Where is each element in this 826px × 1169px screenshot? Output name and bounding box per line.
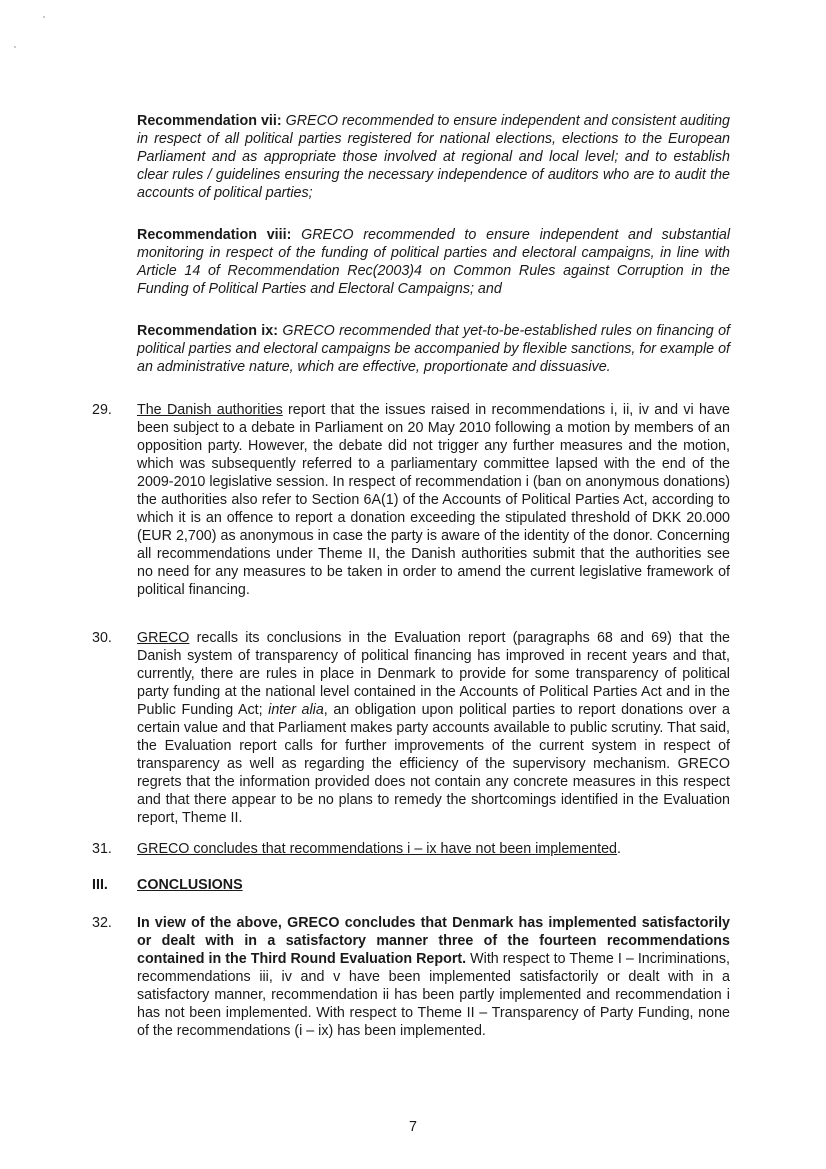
section-number: III. (92, 877, 108, 893)
paragraph-text (137, 401, 730, 599)
recommendation-label: Recommendation ix (137, 323, 274, 339)
paragraph-body: GRECO concludes that recommendations i – ix have not been implemented (137, 841, 617, 857)
recommendation-ix: Recommendation ix: GRECO recommended that yet-to-be-established rules on financing of political parties and electoral campaigns be accompanied by flexible sanctions, for example of an administrative nature, which are effective, proportionate and dissuasive. (137, 323, 730, 375)
paragraph-end: . (617, 841, 621, 857)
recommendation-text: GRECO recommended that yet-to-be-established rules on financing of political parties and electoral campaigns be accompanied by flexible sanctions, for example of an administrative nature, which are effective, proportionate and dissuasive. (137, 323, 730, 375)
paragraph-text (137, 840, 730, 858)
section-title: CONCLUSIONS (137, 877, 243, 893)
page-number: 7 (409, 1119, 417, 1135)
paragraph-body: With respect to Theme I – Incriminations, recommendations iii, iv and v have been implemented satisfactorily or dealt with in a satisfactory manner, recommendation ii has been partly implemented and recommendation i has not been implemented. With respect to Theme II – Transparency of Party Funding, none of the recommendations (i – ix) has been implemented. (137, 951, 730, 1039)
paragraph-number: 31. (92, 841, 112, 857)
paragraph-body: report that the issues raised in recommendations i, ii, iv and vi have been subject to a debate in Parliament on 20 May 2010 following a motion by members of an opposition party. However, the debate did not trigger any further measures and the motion, which was subsequently referred to a parliamentary committee lapsed with the end of the 2009-2010 legislative session. In respect of recommendation i (ban on anonymous donations) the authorities also refer to Section 6A(1) of the Accounts of Political Parties Act, according to which it is an offence to report a donation exceeding the stipulated threshold of DKK 20.000 (EUR 2,700) as anonymous in case the party is aware of the identity of the donor. Concerning all recommendations under Theme II, the Danish authorities submit that the authorities see no need for any measures to be taken in order to amend the current legislative framework of political financing. (137, 402, 730, 598)
recommendation-vii: Recommendation vii: GRECO recommended to ensure independent and consistent auditing in respect of all political parties registered for national elections, elections to the European Parliament and as appropriate those involved at regional and local level; and to establish clear rules / guidelines ensuring the necessary independence of auditors who are to audit the accounts of political parties; (137, 113, 731, 201)
paragraph-text (137, 914, 730, 1040)
paragraph-number: 32. (92, 915, 112, 931)
recommendation-viii: Recommendation viii: GRECO recommended to ensure independent and substantial monitoring in respect of the funding of political parties and electoral campaigns, in line with Article 14 of Recommendation Rec(2003)4 on Common Rules against Corruption in the Funding of Political Parties and Electoral Campaigns; and (137, 227, 731, 297)
recommendation-text: GRECO recommended to ensure independent and consistent auditing in respect of all political parties registered for national elections, elections to the European Parliament and as appropriate those involved at regional and local level; and to establish clear rules / guidelines ensuring the necessary independence of auditors who are to audit the accounts of political parties; (137, 113, 731, 201)
paragraph-bold: In view of the above, GRECO concludes that Denmark has implemented satisfactorily or dealt with in a satisfactory manner three of the fourteen recommendations contained in the Third Round Evaluation Report. (137, 915, 730, 967)
paragraph-number: 29. (92, 402, 112, 418)
paragraph-text (137, 629, 730, 827)
paragraph-body: , an obligation upon political parties to report donations over a certain value and that Parliament makes party accounts available to public scrutiny. That said, the Evaluation report calls for further improvements of the current system in respect of transparency as well as regarding the efficiency of the supervisory mechanism. GRECO regrets that the information provided does not contain any concrete measures in this respect and that there appear to be no plans to remedy the shortcomings identified in the Evaluation report, Theme II. (137, 702, 730, 826)
scan-speck (14, 46, 16, 48)
paragraph-italic: inter alia (268, 702, 324, 718)
paragraph-number: 30. (92, 630, 112, 646)
recommendation-text: GRECO recommended to ensure independent and substantial monitoring in respect of the funding of political parties and electoral campaigns, in line with Article 14 of Recommendation Rec(2003)4 on Common Rules against Corruption in the Funding of Political Parties and Electoral Campaigns; and (137, 227, 731, 297)
recommendation-label: Recommendation viii (137, 227, 287, 243)
paragraph-body: recalls its conclusions in the Evaluation report (paragraphs 68 and 69) that the Danish system of transparency of political financing has improved in recent years and that, currently, there are rules in place in Denmark to provide for some transparency of political party funding at the national level contained in the Accounts of Political Parties Act and in the Public Funding Act; (137, 630, 730, 718)
paragraph-lead: GRECO (137, 630, 190, 646)
paragraph-lead: The Danish authorities (137, 402, 283, 418)
scan-speck (43, 16, 45, 18)
recommendation-label: Recommendation vii (137, 113, 277, 129)
